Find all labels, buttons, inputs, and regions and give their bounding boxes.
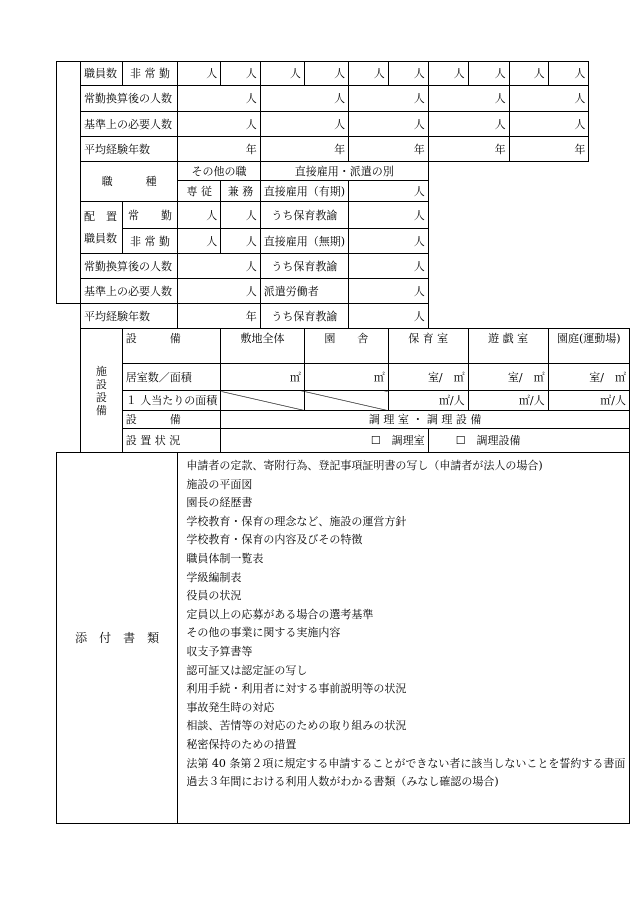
unit: 人: [178, 229, 221, 254]
facility-install-row: [57, 429, 630, 453]
list-item: 定員以上の応募がある場合の選考基準: [186, 607, 374, 621]
list-item: 事故発生時の対応: [186, 700, 275, 714]
unit: 人: [260, 86, 348, 112]
unit: 人: [509, 86, 589, 112]
kitchen-equip-checkbox[interactable]: ☐ 調理設備: [428, 429, 629, 453]
unit: 人: [178, 279, 260, 304]
unit: ㎡: [304, 364, 388, 391]
unit: 人: [349, 304, 429, 329]
application-form-table: [56, 61, 630, 824]
unit: 年: [178, 137, 260, 162]
fte-label: 常勤換算後の人数: [80, 254, 177, 279]
unit: ㎡/人: [388, 391, 468, 411]
unit: 人: [468, 62, 509, 86]
facility-section-label: [80, 329, 122, 453]
concurrent-label: 兼 務: [221, 181, 261, 202]
childcare-teacher-label: うち保育教諭: [260, 304, 348, 329]
attachments-label: 添 付 書 類: [57, 453, 178, 824]
unit: 人: [428, 86, 509, 112]
unit: 年: [260, 137, 348, 162]
nursery-label: 保 育 室: [388, 329, 468, 364]
unit: 人: [178, 62, 221, 86]
unit: 人: [221, 202, 261, 229]
equipment-label: 設 備: [122, 329, 221, 364]
regular-label: 常 勤: [122, 202, 178, 229]
unit: 人: [428, 62, 468, 86]
unit: 年: [428, 137, 509, 162]
section-char: 設: [95, 377, 107, 391]
list-item: 法第 40 条第２項に規定する申請することができない者に該当しないことを誓約する書面: [186, 756, 626, 770]
unit: 室/ ㎡: [388, 364, 468, 391]
unit: 人: [349, 254, 429, 279]
attachments-cell: [178, 453, 630, 824]
list-item: 収支予算書等: [186, 644, 253, 658]
full-time-label: 専 従: [178, 181, 221, 202]
unit: 室/ ㎡: [548, 364, 629, 391]
unit: 人: [509, 62, 548, 86]
list-item: 施設の平面図: [186, 477, 253, 491]
list-item: 利用手続・利用者に対する事前説明等の状況: [186, 682, 407, 696]
part-time-label: 非 常 勤: [122, 229, 178, 254]
staff-count-label: 職員数: [83, 231, 117, 245]
section-char: 設: [95, 390, 107, 404]
unit: 人: [349, 62, 389, 86]
attachments-list: [181, 457, 626, 792]
list-item: 職員体制一覧表: [186, 551, 264, 565]
list-item: 秘密保持のための措置: [186, 737, 297, 751]
kitchen-room-checkbox[interactable]: ☐ 調理室: [221, 429, 428, 453]
staff-required-row: [57, 112, 630, 137]
placed-staff-label: [80, 202, 122, 254]
unit: 人: [428, 112, 509, 137]
unit: 人: [349, 181, 429, 202]
garden-label: 園庭(運動場): [548, 329, 629, 364]
unit: 人: [548, 62, 589, 86]
list-item: 学校教育・保育の内容及びその特徴: [186, 533, 363, 547]
unit: 人: [509, 112, 589, 137]
childcare-teacher-label: うち保育教諭: [260, 254, 348, 279]
unit: 室/ ㎡: [468, 364, 548, 391]
unit: 年: [349, 137, 429, 162]
attachments-row: [57, 453, 630, 824]
unit: ㎡/人: [548, 391, 629, 411]
blank-area: [428, 162, 589, 304]
childcare-teacher-label: うち保育教諭: [260, 202, 348, 229]
play-room-label: 遊 戯 室: [468, 329, 548, 364]
facility-per-person-row: [57, 391, 630, 411]
other-years-row: [57, 304, 630, 329]
other-header: その他の職: [178, 162, 260, 181]
section-blank-cell: [57, 62, 81, 304]
unit: ㎡/人: [468, 391, 548, 411]
diagonal-cell: [304, 391, 388, 411]
required-label: 基準上の必要人数: [80, 279, 177, 304]
list-item: 相談、苦情等の対応のための取り組みの状況: [186, 719, 407, 733]
unit: 人: [349, 279, 429, 304]
unit: 人: [349, 202, 429, 229]
avg-years-label: 平均経験年数: [80, 137, 177, 162]
facility-rooms-row: [57, 364, 630, 391]
list-item: 申請者の定款、寄附行為、登記事項証明書の写し（申請者が法人の場合): [186, 459, 543, 472]
unit: 人: [349, 229, 429, 254]
staff-years-row: [57, 137, 630, 162]
unit: 人: [178, 202, 221, 229]
fte-label: 常勤換算後の人数: [80, 86, 177, 112]
avg-years-label: 平均経験年数: [80, 304, 177, 329]
part-time-label: 非 常 勤: [122, 62, 178, 86]
per-person-area-label: １ 人当たりの面積: [122, 391, 221, 411]
direct-open-label: 直接雇用（無期): [260, 229, 348, 254]
list-item: 過去３年間における利用人数がわかる書類（みなし確認の場合): [186, 775, 499, 789]
unit: 人: [221, 229, 261, 254]
building-label: 園 舎: [304, 329, 388, 364]
list-item: 園長の経歴書: [186, 496, 253, 510]
employees-label: 職員数: [80, 62, 122, 86]
unit: 人: [388, 62, 428, 86]
unit: 人: [178, 254, 260, 279]
section-char: 施: [95, 364, 107, 378]
unit: 年: [178, 304, 260, 329]
list-item: 認可証又は認定証の写し: [186, 663, 308, 677]
diagonal-cell: [221, 391, 305, 411]
kitchen-header: 調 理 室 ・ 調 理 設 備: [221, 411, 630, 429]
unit: 人: [178, 112, 260, 137]
unit: 年: [509, 137, 589, 162]
install-status-label: 設 置 状 況: [122, 429, 221, 453]
unit: 人: [304, 62, 348, 86]
unit: ㎡: [221, 364, 305, 391]
staff-part-time-row: [57, 62, 630, 86]
section-gap: [57, 304, 81, 453]
unit: 人: [349, 112, 429, 137]
other-header-row: [57, 162, 630, 181]
list-item: 学級編制表: [186, 570, 242, 584]
facility-equipment-row: [57, 329, 630, 364]
staff-fte-row: [57, 86, 630, 112]
unit: 人: [221, 62, 261, 86]
site-label: 敷地全体: [221, 329, 305, 364]
rooms-area-label: 居室数／面積: [122, 364, 221, 391]
direct-header: 直接雇用・派遣の別: [260, 162, 428, 181]
kind-label: 職 種: [80, 162, 177, 202]
required-label: 基準上の必要人数: [80, 112, 177, 137]
list-item: 学校教育・保育の理念など、施設の運営方針: [186, 514, 407, 528]
direct-fixed-label: 直接雇用（有期): [260, 181, 348, 202]
unit: 人: [260, 112, 348, 137]
unit: 人: [260, 62, 304, 86]
placed-label: 配 置: [83, 209, 117, 223]
dispatch-label: 派遣労働者: [260, 279, 348, 304]
facility-kitchen-header-row: [57, 411, 630, 429]
list-item: その他の事業に関する実施内容: [186, 626, 341, 640]
list-item: 役員の状況: [186, 589, 242, 603]
equipment-label: 設 備: [122, 411, 221, 429]
unit: 人: [349, 86, 429, 112]
blank-area: [428, 304, 589, 329]
unit: 人: [178, 86, 260, 112]
section-char: 備: [95, 403, 107, 417]
